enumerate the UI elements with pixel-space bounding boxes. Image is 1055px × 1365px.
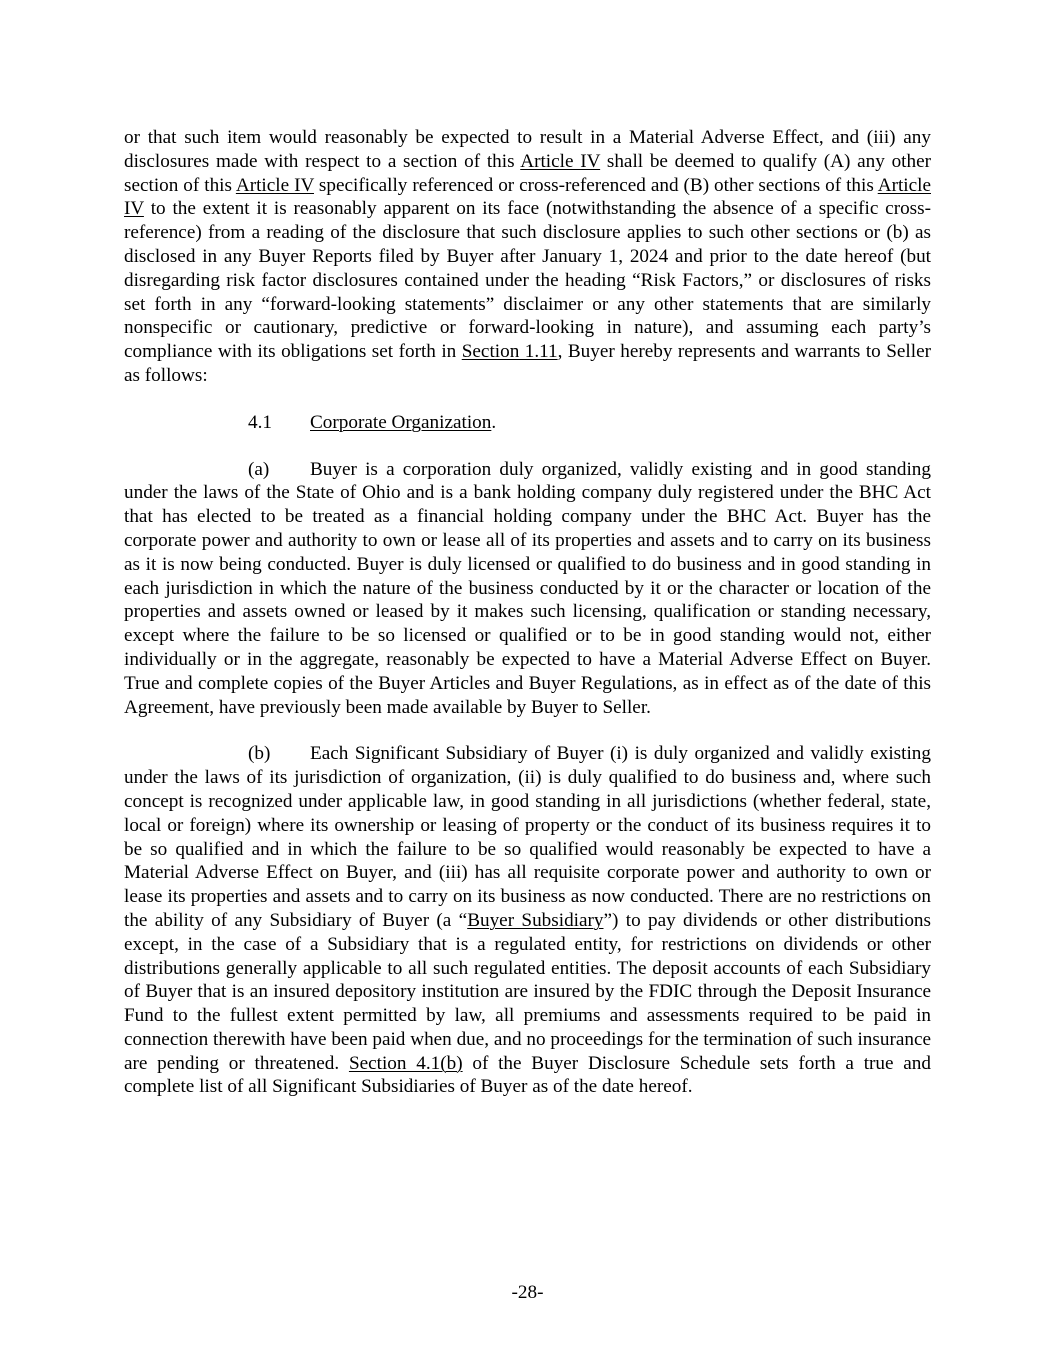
document-page — [124, 126, 931, 1122]
buyer-subsidiary-defined-term: Buyer Subsidiary — [467, 909, 604, 931]
paragraph-b-text-1: Each Significant Subsidiary of Buyer (i) is duly organized and validly existing under the laws of its jurisdiction of organization, (ii) is duly qualified to do business and, where such concept is recognized under applicable law, in good standing in all jurisdictions (whether federal, state, local or foreign) where its ownership or leasing of property or the conduct of its business requires it to be so qualified and in which the failure to be so qualified would reasonably be expected to have a Material Adverse Effect on Buyer, and (iii) has all requisite corporate power and authority to own or lease its properties and assets and to carry on its business as now conducted. There are no restrictions on the ability of any Subsidiary of Buyer (a “ — [124, 743, 931, 931]
section-1-11-reference: Section 1.11 — [461, 341, 558, 363]
paragraph-a — [124, 458, 931, 720]
section-4-1-b-reference: Section 4.1(b) — [348, 1052, 463, 1074]
article-iv-reference-1: Article IV — [520, 150, 601, 172]
section-heading — [124, 411, 931, 435]
intro-text-5: , Buyer hereby represents and warrants to Seller as follows: — [124, 341, 931, 386]
intro-paragraph — [124, 126, 931, 388]
paragraph-b-text-3: of the Buyer Disclosure Schedule sets forth a true and complete list of all Significant Subsidiaries of Buyer as of the date hereof. — [124, 1052, 931, 1098]
section-title: Corporate Organization — [310, 411, 492, 433]
paragraph-a-label: (a) — [248, 458, 270, 480]
paragraph-b-text-2: ”) to pay dividends or other distributions except, in the case of a Subsidiary that is a regulated entity, for restrictions on dividends or other distributions generally applicable to all such regulated entities. The deposit accounts of each Subsidiary of Buyer that is an insured depository institution are insured by the FDIC through the Deposit Insurance Fund to the fullest extent permitted by law, all premiums and assessments required to be paid in connection therewith have been paid when due, and no proceedings for the termination of such insurance are pending or threatened. — [124, 909, 931, 1074]
intro-text-3: specifically referenced or cross-referenced and (B) other sections of this — [313, 174, 878, 196]
article-iv-reference-2: Article IV — [235, 174, 314, 196]
intro-text-2: shall be deemed to qualify (A) any other section of this — [124, 150, 931, 196]
paragraph-b-label: (b) — [248, 743, 271, 765]
paragraph-a-text: Buyer is a corporation duly organized, validly existing and in good standing under the laws of the State of Ohio and is a bank holding company duly registered under the BHC Act that has elected to be treated as a financial holding company under the BHC Act. Buyer has the corporate power and authority to own or lease all of its properties and assets and to carry on its business as it is now being conducted. Buyer is duly licensed or qualified to do business and in good standing in each jurisdiction in which the nature of the business conducted by it or the character or location of the properties and assets owned or leased by it makes such licensing, qualification or standing necessary, except where the failure to be so licensed or qualified or to be in good standing would not, either individually or in the aggregate, reasonably be expected to have a Material Adverse Effect on Buyer. True and complete copies of the Buyer Articles and Buyer Regulations, as in effect as of the date of this Agreement, have previously been made available by Buyer to Seller. — [124, 458, 931, 718]
paragraph-a-indent — [124, 458, 310, 482]
intro-text-1: or that such item would reasonably be expected to result in a Material Adverse Effect, and (iii) any disclosures made with respect to a section of this — [124, 127, 931, 172]
paragraph-b-indent — [124, 742, 310, 766]
paragraph-b — [124, 742, 931, 1099]
section-number: 4.1 — [248, 411, 272, 433]
page-number: -28- — [511, 1282, 544, 1303]
article-iv-reference-3: Article IV — [124, 174, 931, 220]
section-title-suffix: . — [491, 411, 497, 433]
intro-text-4: to the extent it is reasonably apparent on its face (notwithstanding the absence of a specific cross-reference) from a reading of the disclosure that such disclosure applies to such other sections or (b) as disclosed in any Buyer Reports filed by Buyer after January 1, 2024 and prior to the date hereof (but disregarding risk factor disclosures contained under the heading “Risk Factors,” or disclosures of risks set forth in any “forward-looking statements” disclaimer or any other statements that are similarly nonspecific or cautionary, predictive or forward-looking in nature), and assuming each party’s compliance with its obligations set forth in — [124, 198, 931, 363]
